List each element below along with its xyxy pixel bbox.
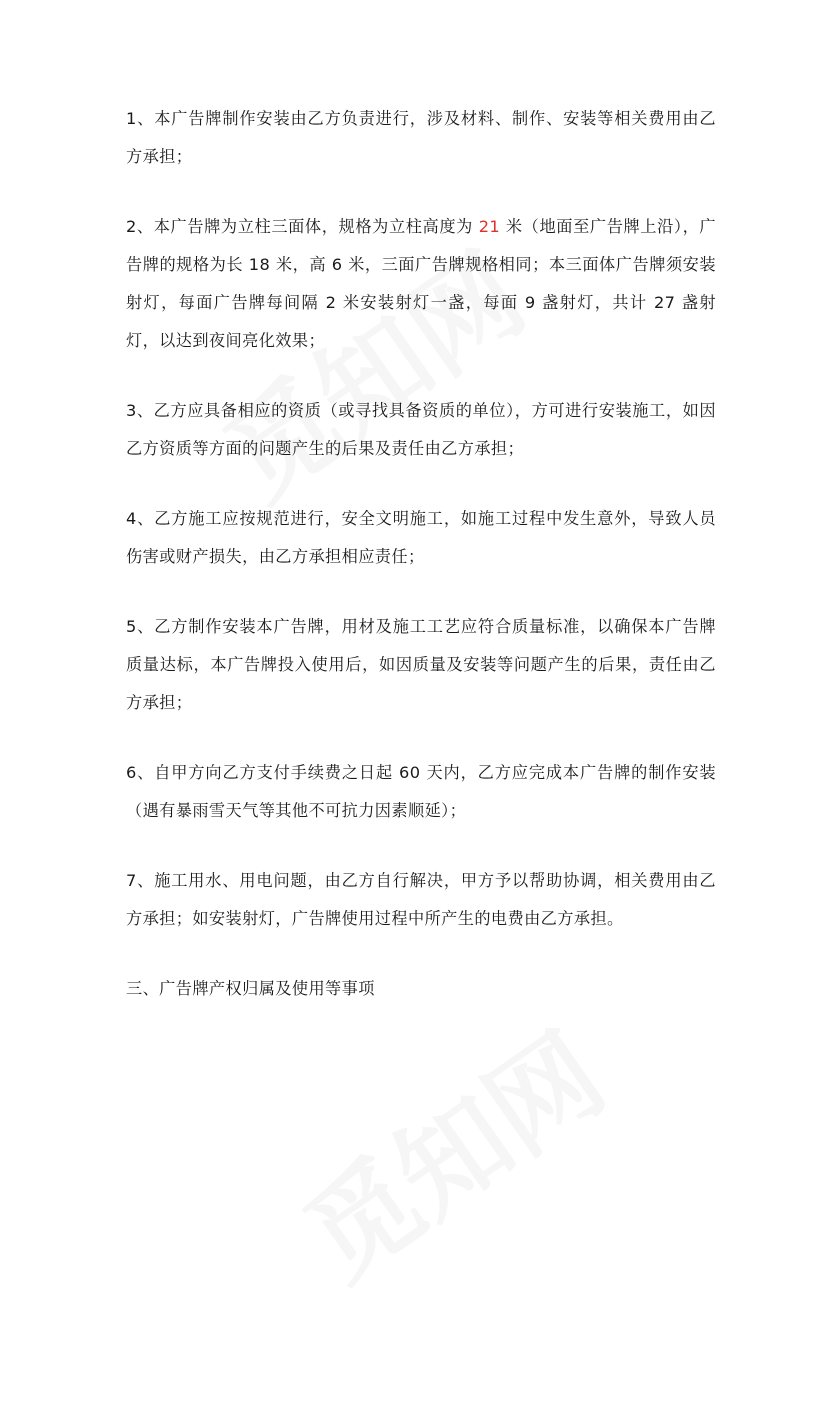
document-body bbox=[126, 100, 716, 1040]
height-value-highlight: 21 bbox=[478, 217, 501, 236]
clause-6: 6、自甲方向乙方支付手续费之日起 60 天内，乙方应完成本广告牌的制作安装（遇有暴雨雪天气等其他不可抗力因素顺延）； bbox=[126, 763, 716, 820]
clause-1: 1、本广告牌制作安装由乙方负责进行，涉及材料、制作、安装等相关费用由乙方承担； bbox=[126, 109, 716, 166]
clause-2 bbox=[126, 208, 716, 360]
clause-4: 4、乙方施工应按规范进行，安全文明施工，如施工过程中发生意外，导致人员伤害或财产损失，由乙方承担相应责任； bbox=[126, 509, 716, 566]
watermark-bottom bbox=[288, 1000, 732, 1419]
clause-2-part-1: 2、本广告牌为立柱三面体，规格为立柱高度为 bbox=[126, 217, 479, 236]
clause-3: 3、乙方应具备相应的资质（或寻找具备资质的单位），方可进行安装施工，如因乙方资质等方面的问题产生的后果及责任由乙方承担； bbox=[126, 401, 716, 458]
clause-5: 5、乙方制作安装本广告牌，用材及施工工艺应符合质量标准，以确保本广告牌质量达标，本广告牌投入使用后，如因质量及安装等问题产生的后果，责任由乙方承担； bbox=[126, 617, 716, 712]
clause-7: 7、施工用水、用电问题，由乙方自行解决，甲方予以帮助协调，相关费用由乙方承担；如安装射灯，广告牌使用过程中所产生的电费由乙方承担。 bbox=[126, 871, 716, 928]
section-heading: 三、广告牌产权归属及使用等事项 bbox=[126, 979, 375, 998]
clause-2-part-2: 米（地面至广告牌上沿），广告牌的规格为长 18 米，高 6 米，三面广告牌规格相同；本三面体广告牌须安装射灯，每面广告牌每间隔 2 米安装射灯一盏，每面 9 盏射灯，共计 27 盏射灯，以达到夜间亮化效果； bbox=[126, 217, 716, 350]
